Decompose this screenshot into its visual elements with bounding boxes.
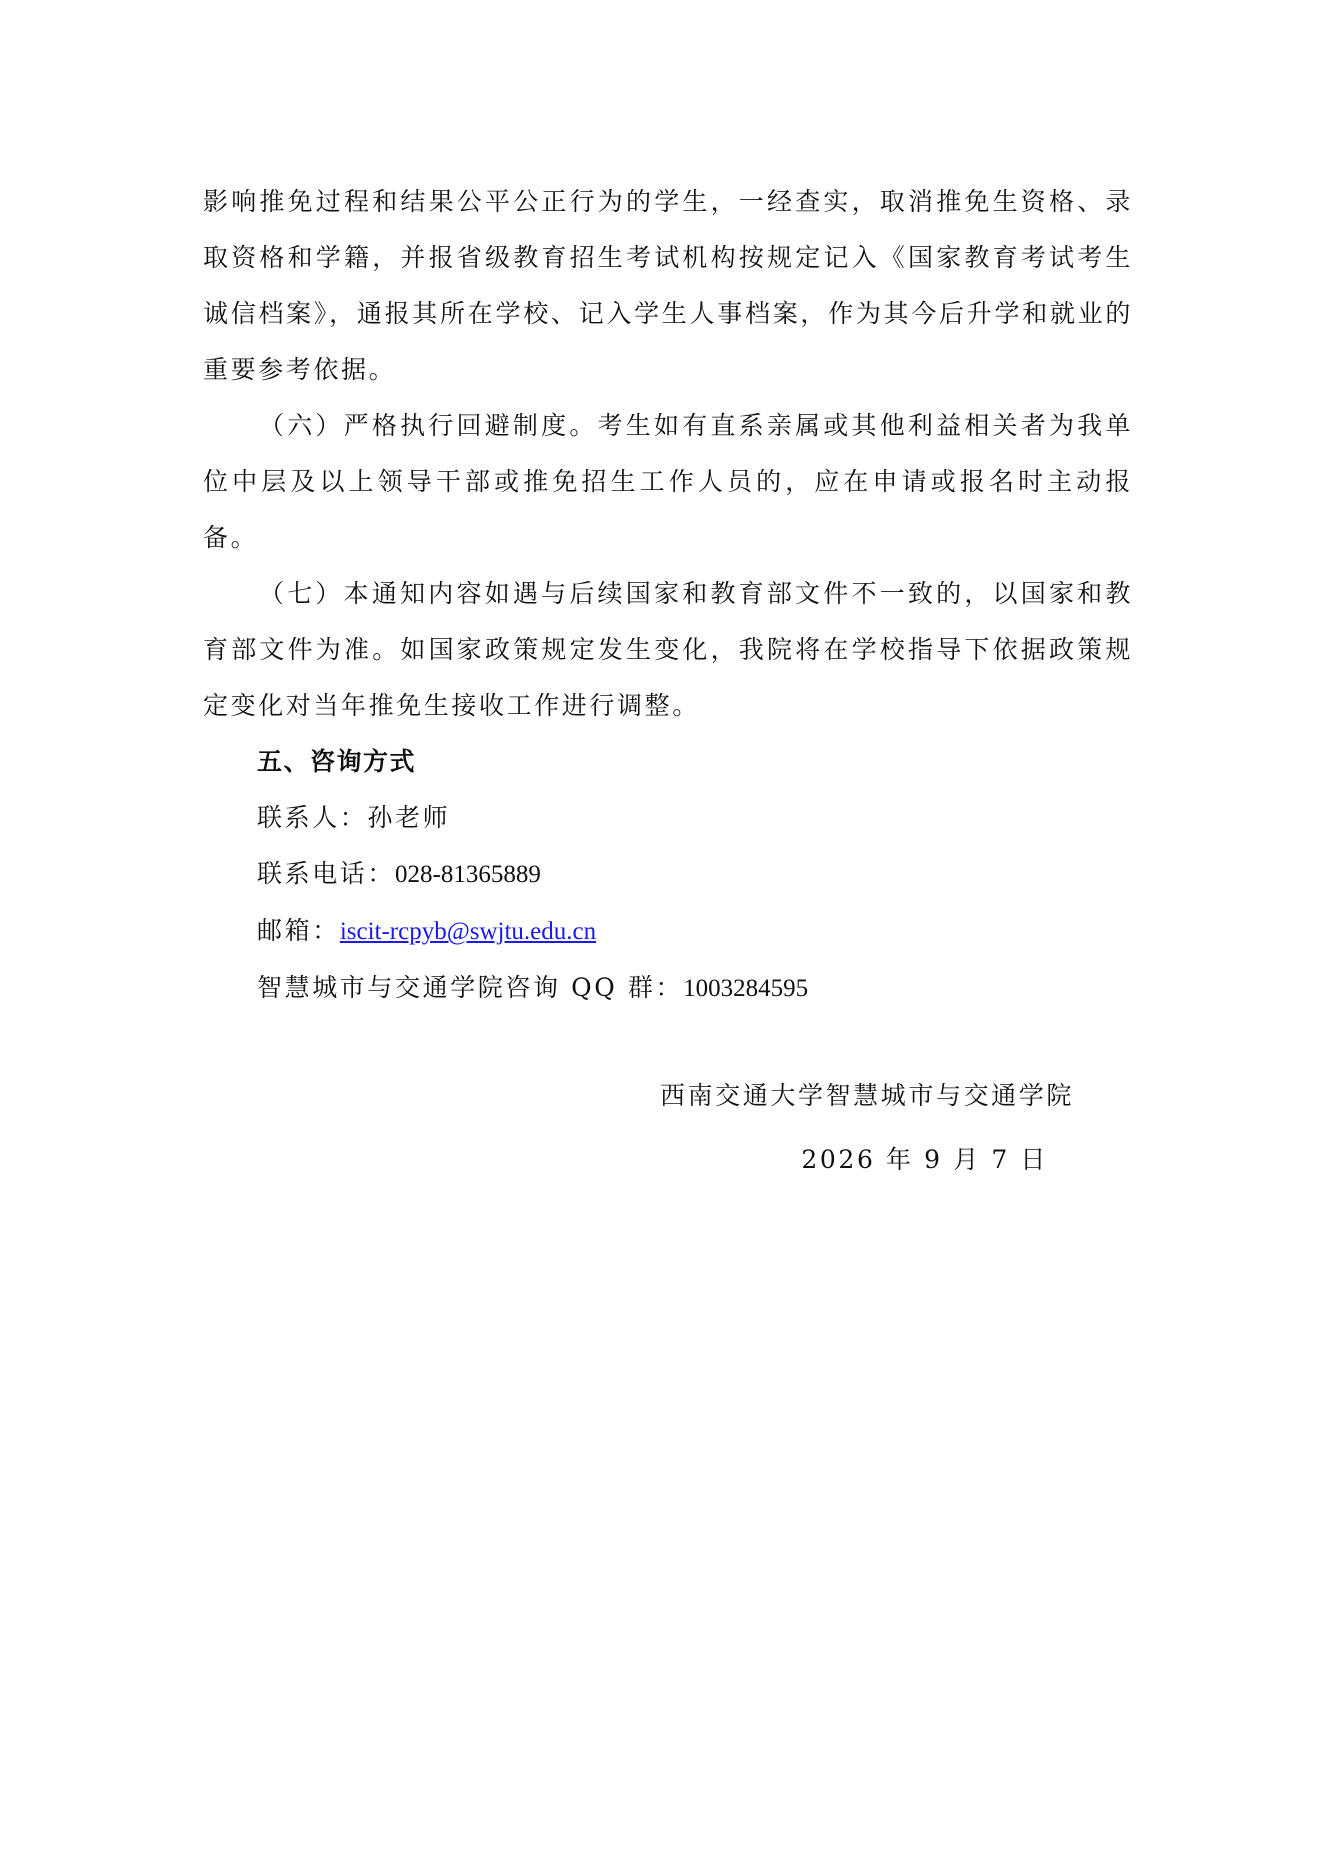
paragraph-recusal-rule: （六）严格执行回避制度。考生如有直系亲属或其他利益相关者为我单位中层及以上领导干部或推免招生工作人员的，应在申请或报名时主动报备。: [203, 411, 1133, 552]
contact-phone-value: 028-81365889: [395, 861, 541, 888]
contact-qq-value: 1003284595: [683, 975, 809, 1002]
contact-person-line: [203, 790, 1133, 846]
document-body: [203, 174, 1133, 1017]
contact-qq-line: [203, 960, 1133, 1017]
contact-email-line: [203, 903, 1133, 960]
contact-person-value: 孙老师: [367, 803, 451, 832]
contact-phone-label: 联系电话：: [257, 859, 396, 888]
email-link[interactable]: iscit-rcpyb@swjtu.edu.cn: [339, 918, 597, 945]
signature-block: [660, 1064, 1074, 1192]
section-heading-contact: 五、咨询方式: [257, 747, 417, 776]
contact-qq-label: 智慧城市与交通学院咨询 QQ 群：: [257, 973, 684, 1002]
contact-email-label: 邮箱：: [257, 916, 340, 945]
paragraph-continuation: 影响推免过程和结果公平公正行为的学生，一经查实，取消推免生资格、录取资格和学籍，并报省级教育招生考试机构按规定记入《国家教育考试考生诚信档案》，通报其所在学校、记入学生人事档案，作为其今后升学和就业的重要参考依据。: [203, 187, 1133, 384]
contact-person-label: 联系人：: [257, 803, 368, 832]
signature-date: 2026 年 9 月 7 日: [801, 1145, 1048, 1174]
signature-organization: 西南交通大学智慧城市与交通学院: [659, 1081, 1074, 1110]
paragraph-policy-precedence: （七）本通知内容如遇与后续国家和教育部文件不一致的，以国家和教育部文件为准。如国家政策规定发生变化，我院将在学校指导下依据政策规定变化对当年推免生接收工作进行调整。: [203, 579, 1133, 720]
contact-phone-line: [203, 846, 1133, 903]
